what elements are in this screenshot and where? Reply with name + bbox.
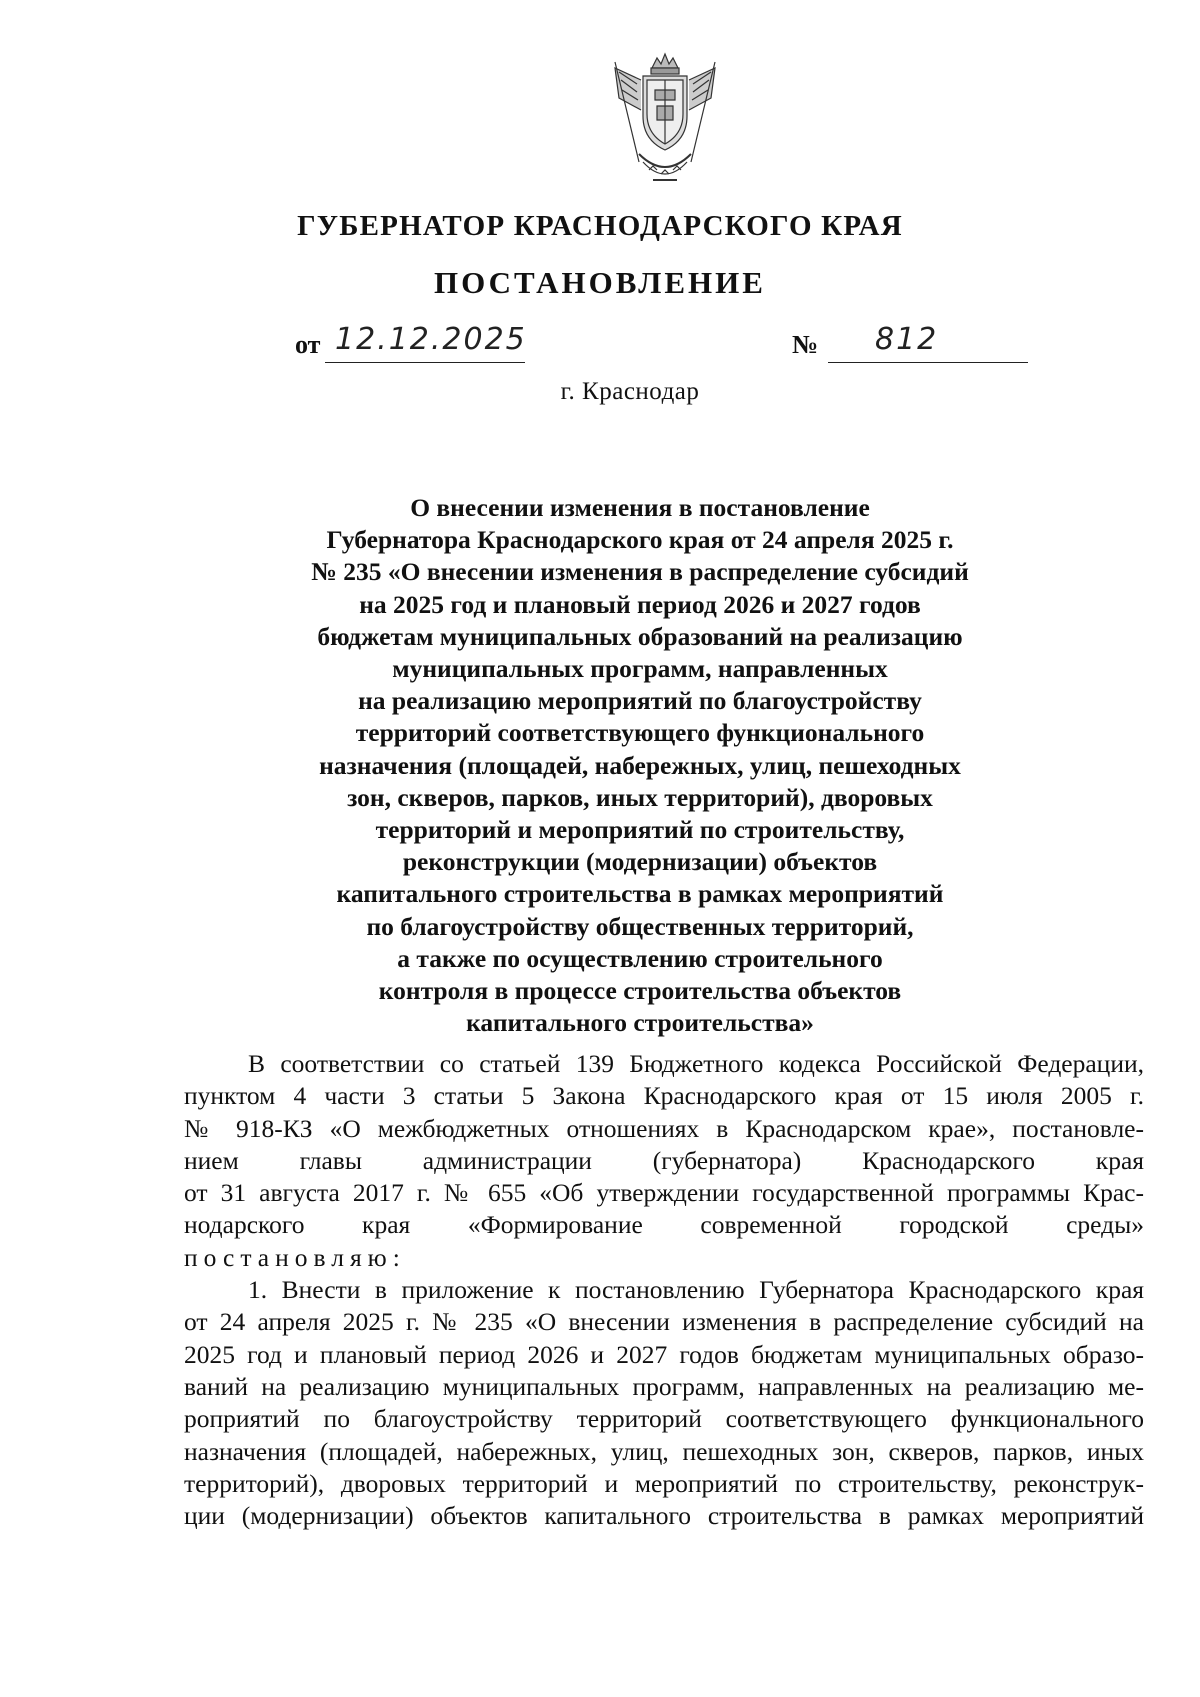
title-line: Губернатора Краснодарского края от 24 апреля 2025 г.	[326, 525, 954, 555]
body-line: от 31 августа 2017 г. № 655 «Об утверждении государственной программы Крас-	[184, 1178, 1144, 1208]
document-body	[184, 1048, 1144, 1532]
title-line: О внесении изменения в постановление	[410, 493, 870, 522]
body-line: роприятий по благоустройству территорий соответствующего функционального	[184, 1404, 1144, 1434]
title-line: реконструкции (модернизации) объектов	[402, 847, 878, 877]
title-line: капитального строительства»	[466, 1008, 814, 1038]
title-line: контроля в процессе строительства объектов	[378, 976, 902, 1006]
document-type: ПОСТАНОВЛЕНИЕ	[434, 265, 766, 300]
body-line: нодарского края «Формирование современной городской среды»	[184, 1210, 1144, 1240]
title-line: территорий и мероприятий по строительству,	[375, 815, 905, 845]
title-line: № 235 «О внесении изменения в распределение субсидий	[311, 557, 969, 587]
title-line: зон, скверов, парков, иных территорий), дворовых	[347, 782, 933, 812]
title-line: территорий соответствующего функционального	[355, 718, 925, 748]
city-name: г. Краснодар	[560, 378, 700, 405]
body-line: пунктом 4 части 3 статьи 5 Закона Краснодарского края от 15 июля 2005 г.	[184, 1081, 1144, 1111]
handwritten-date: 12.12.2025	[335, 322, 527, 357]
title-line: капитального строительства в рамках мероприятий	[336, 879, 944, 909]
body-line: 1. Внести в приложение к постановлению Губернатора Краснодарского края	[248, 1275, 1144, 1305]
body-line: В соответствии со статьей 139 Бюджетного кодекса Российской Федерации,	[248, 1049, 1144, 1078]
coat-of-arms-emblem	[605, 50, 725, 195]
title-line: назначения (площадей, набережных, улиц, пешеходных	[319, 750, 961, 780]
title-line: бюджетам муниципальных образований на реализацию	[317, 621, 963, 651]
body-line-decree: постановляю:	[184, 1242, 406, 1272]
body-line: № 918-КЗ «О межбюджетных отношениях в Краснодарском крае», постановле-	[184, 1113, 1144, 1143]
number-label: №	[792, 330, 819, 359]
body-line: нием главы администрации (губернатора) Краснодарского края	[184, 1145, 1144, 1175]
document-title	[270, 492, 1010, 1039]
handwritten-number: 812	[875, 322, 939, 357]
body-line: ваний на реализацию муниципальных программ, направленных на реализацию ме-	[184, 1371, 1144, 1401]
body-line: ции (модернизации) объектов капитального строительства в рамках мероприятий	[184, 1501, 1144, 1531]
body-line: от 24 апреля 2025 г. № 235 «О внесении изменения в распределение субсидий на	[184, 1307, 1144, 1337]
title-line: муниципальных программ, направленных	[392, 654, 888, 684]
title-line: по благоустройству общественных территорий,	[366, 911, 914, 941]
title-line: на реализацию мероприятий по благоустройству	[358, 686, 922, 716]
title-line: на 2025 год и плановый период 2026 и 2027 годов	[359, 589, 921, 619]
body-line: территорий), дворовых территорий и мероприятий по строительству, реконструк-	[184, 1468, 1144, 1498]
body-line: 2025 год и плановый период 2026 и 2027 годов бюджетам муниципальных образо-	[184, 1339, 1144, 1369]
issuing-authority: ГУБЕРНАТОР КРАСНОДАРСКОГО КРАЯ	[297, 210, 903, 242]
body-line: назначения (площадей, набережных, улиц, пешеходных зон, скверов, парков, иных	[184, 1436, 1144, 1466]
date-prefix: от	[295, 330, 321, 359]
title-line: а также по осуществлению строительного	[397, 943, 883, 973]
